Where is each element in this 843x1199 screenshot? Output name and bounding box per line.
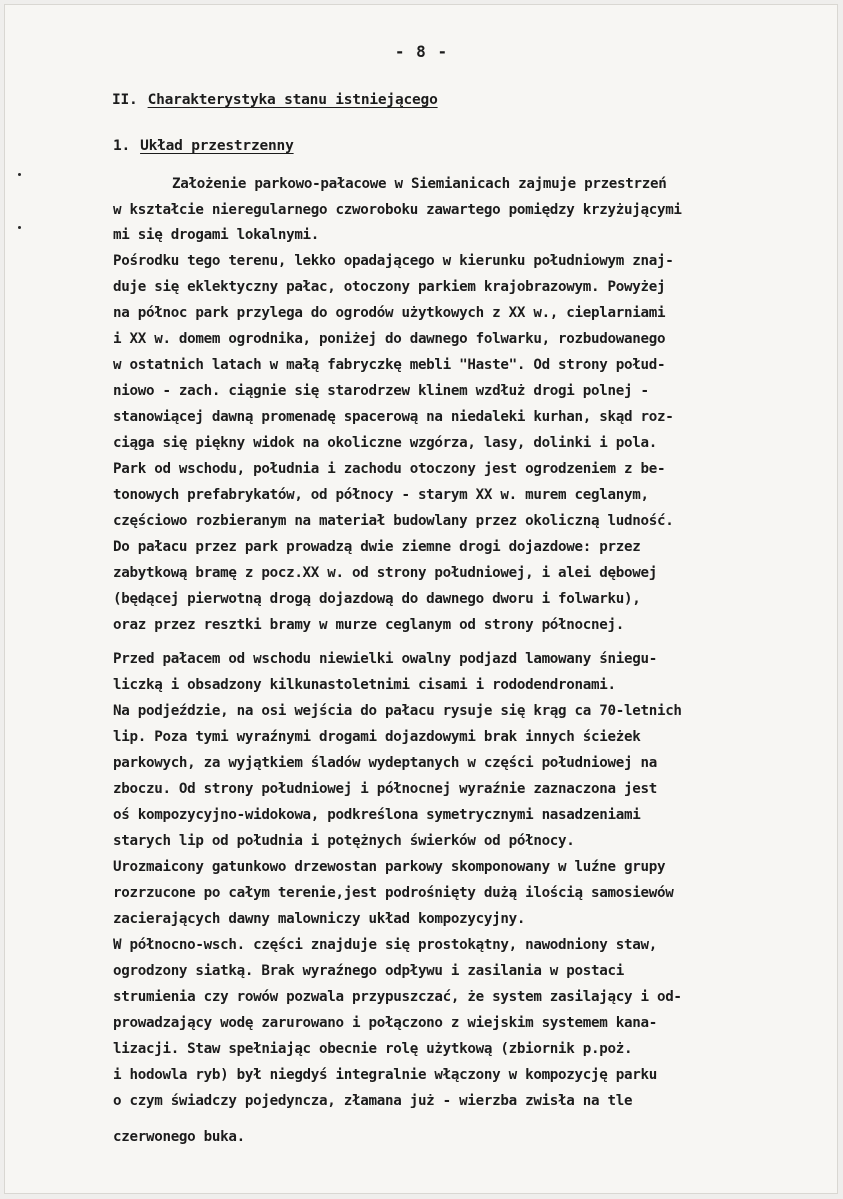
paragraph-line: częściowo rozbieranym na materiał budowlany przez okoliczną ludność. [113, 513, 674, 529]
section-number: II. [112, 92, 138, 108]
paragraph-line: lip. Poza tymi wyraźnymi drogami dojazdowymi brak innych ścieżek [113, 729, 641, 745]
paragraph-line: (będącej pierwotną drogą dojazdową do dawnego dworu i folwarku), [113, 591, 641, 607]
paragraph-line: starych lip od południa i potężnych świerków od północy. [113, 833, 575, 849]
paragraph-line: na północ park przylega do ogrodów użytkowych z XX w., cieplarniami [113, 305, 666, 321]
paragraph-line: w ostatnich latach w małą fabryczkę mebli "Haste". Od strony połud- [113, 357, 666, 373]
paragraph-line: o czym świadczy pojedyncza, złamana już - wierzba zwisła na tle [113, 1093, 633, 1109]
paragraph-line: oś kompozycyjno-widokowa, podkreślona symetrycznymi nasadzeniami [113, 807, 641, 823]
margin-mark [18, 226, 21, 229]
paragraph-line: W północno-wsch. części znajduje się prostokątny, nawodniony staw, [113, 937, 657, 953]
paragraph-line: oraz przez resztki bramy w murze ceglanym od strony północnej. [113, 617, 624, 633]
paragraph-line: Pośrodku tego terenu, lekko opadającego w kierunku południowym znaj- [113, 253, 674, 269]
section-title: Charakterystyka stanu istniejącego [147, 92, 438, 108]
paragraph-line: Urozmaicony gatunkowo drzewostan parkowy skomponowany w luźne grupy [113, 859, 666, 875]
paragraph-line: ciąga się piękny widok na okoliczne wzgórza, lasy, dolinki i pola. [113, 435, 657, 451]
paragraph-line: niowo - zach. ciągnie się starodrzew klinem wzdłuż drogi polnej - [113, 383, 649, 399]
paragraph-line: i hodowla ryb) był niegdyś integralnie włączony w kompozycję parku [113, 1067, 657, 1083]
paragraph-line: tonowych prefabrykatów, od północy - starym XX w. murem ceglanym, [113, 487, 649, 503]
paragraph-line: Przed pałacem od wschodu niewielki owalny podjazd lamowany śniegu- [113, 651, 657, 667]
paragraph-line: Do pałacu przez park prowadzą dwie ziemne drogi dojazdowe: przez [113, 539, 641, 555]
paragraph-line: rozrzucone po całym terenie,jest podrośnięty dużą ilością samosiewów [113, 885, 674, 901]
paragraph-line: Park od wschodu, południa i zachodu otoczony jest ogrodzeniem z be- [113, 461, 666, 477]
paragraph-line: i XX w. domem ogrodnika, poniżej do dawnego folwarku, rozbudowanego [113, 331, 666, 347]
paragraph-line: mi się drogami lokalnymi. [113, 227, 320, 243]
paragraph-line: parkowych, za wyjątkiem śladów wydeptanych w części południowej na [113, 755, 657, 771]
paragraph-line: zacierających dawny malowniczy układ kompozycyjny. [113, 911, 526, 927]
paragraph-line: ogrodzony siatką. Brak wyraźnego odpływu i zasilania w postaci [113, 963, 624, 979]
page-number: - 8 - [394, 42, 449, 61]
paragraph-line: zboczu. Od strony południowej i północnej wyraźnie zaznaczona jest [113, 781, 657, 797]
paragraph-line: Założenie parkowo-pałacowe w Siemianicach zajmuje przestrzeń [172, 176, 667, 192]
paragraph-line: stanowiącej dawną promenadę spacerową na niedaleki kurhan, skąd roz- [113, 409, 674, 425]
paragraph-line: Na podjeździe, na osi wejścia do pałacu rysuje się krąg ca 70-letnich [113, 703, 682, 719]
paragraph-line: zabytkową bramę z pocz.XX w. od strony południowej, i alei dębowej [113, 565, 657, 581]
section-heading [112, 92, 438, 108]
paragraph-line: prowadzający wodę zarurowano i połączono z wiejskim systemem kana- [113, 1015, 657, 1031]
subsection-number: 1. [113, 138, 131, 154]
paragraph-line: w kształcie nieregularnego czworoboku zawartego pomiędzy krzyżującymi [113, 202, 682, 218]
paragraph-line: liczką i obsadzony kilkunastoletnimi cisami i rododendronami. [113, 677, 616, 693]
subsection-title: Układ przestrzenny [140, 138, 294, 154]
paragraph-line: lizacji. Staw spełniając obecnie rolę użytkową (zbiornik p.poż. [113, 1041, 633, 1057]
paragraph-line: czerwonego buka. [113, 1129, 245, 1145]
paragraph-line: strumienia czy rowów pozwala przypuszczać, że system zasilający i od- [113, 989, 682, 1005]
margin-mark [18, 173, 21, 176]
paragraph-line: duje się eklektyczny pałac, otoczony parkiem krajobrazowym. Powyżej [113, 279, 666, 295]
subsection-heading [113, 138, 294, 154]
